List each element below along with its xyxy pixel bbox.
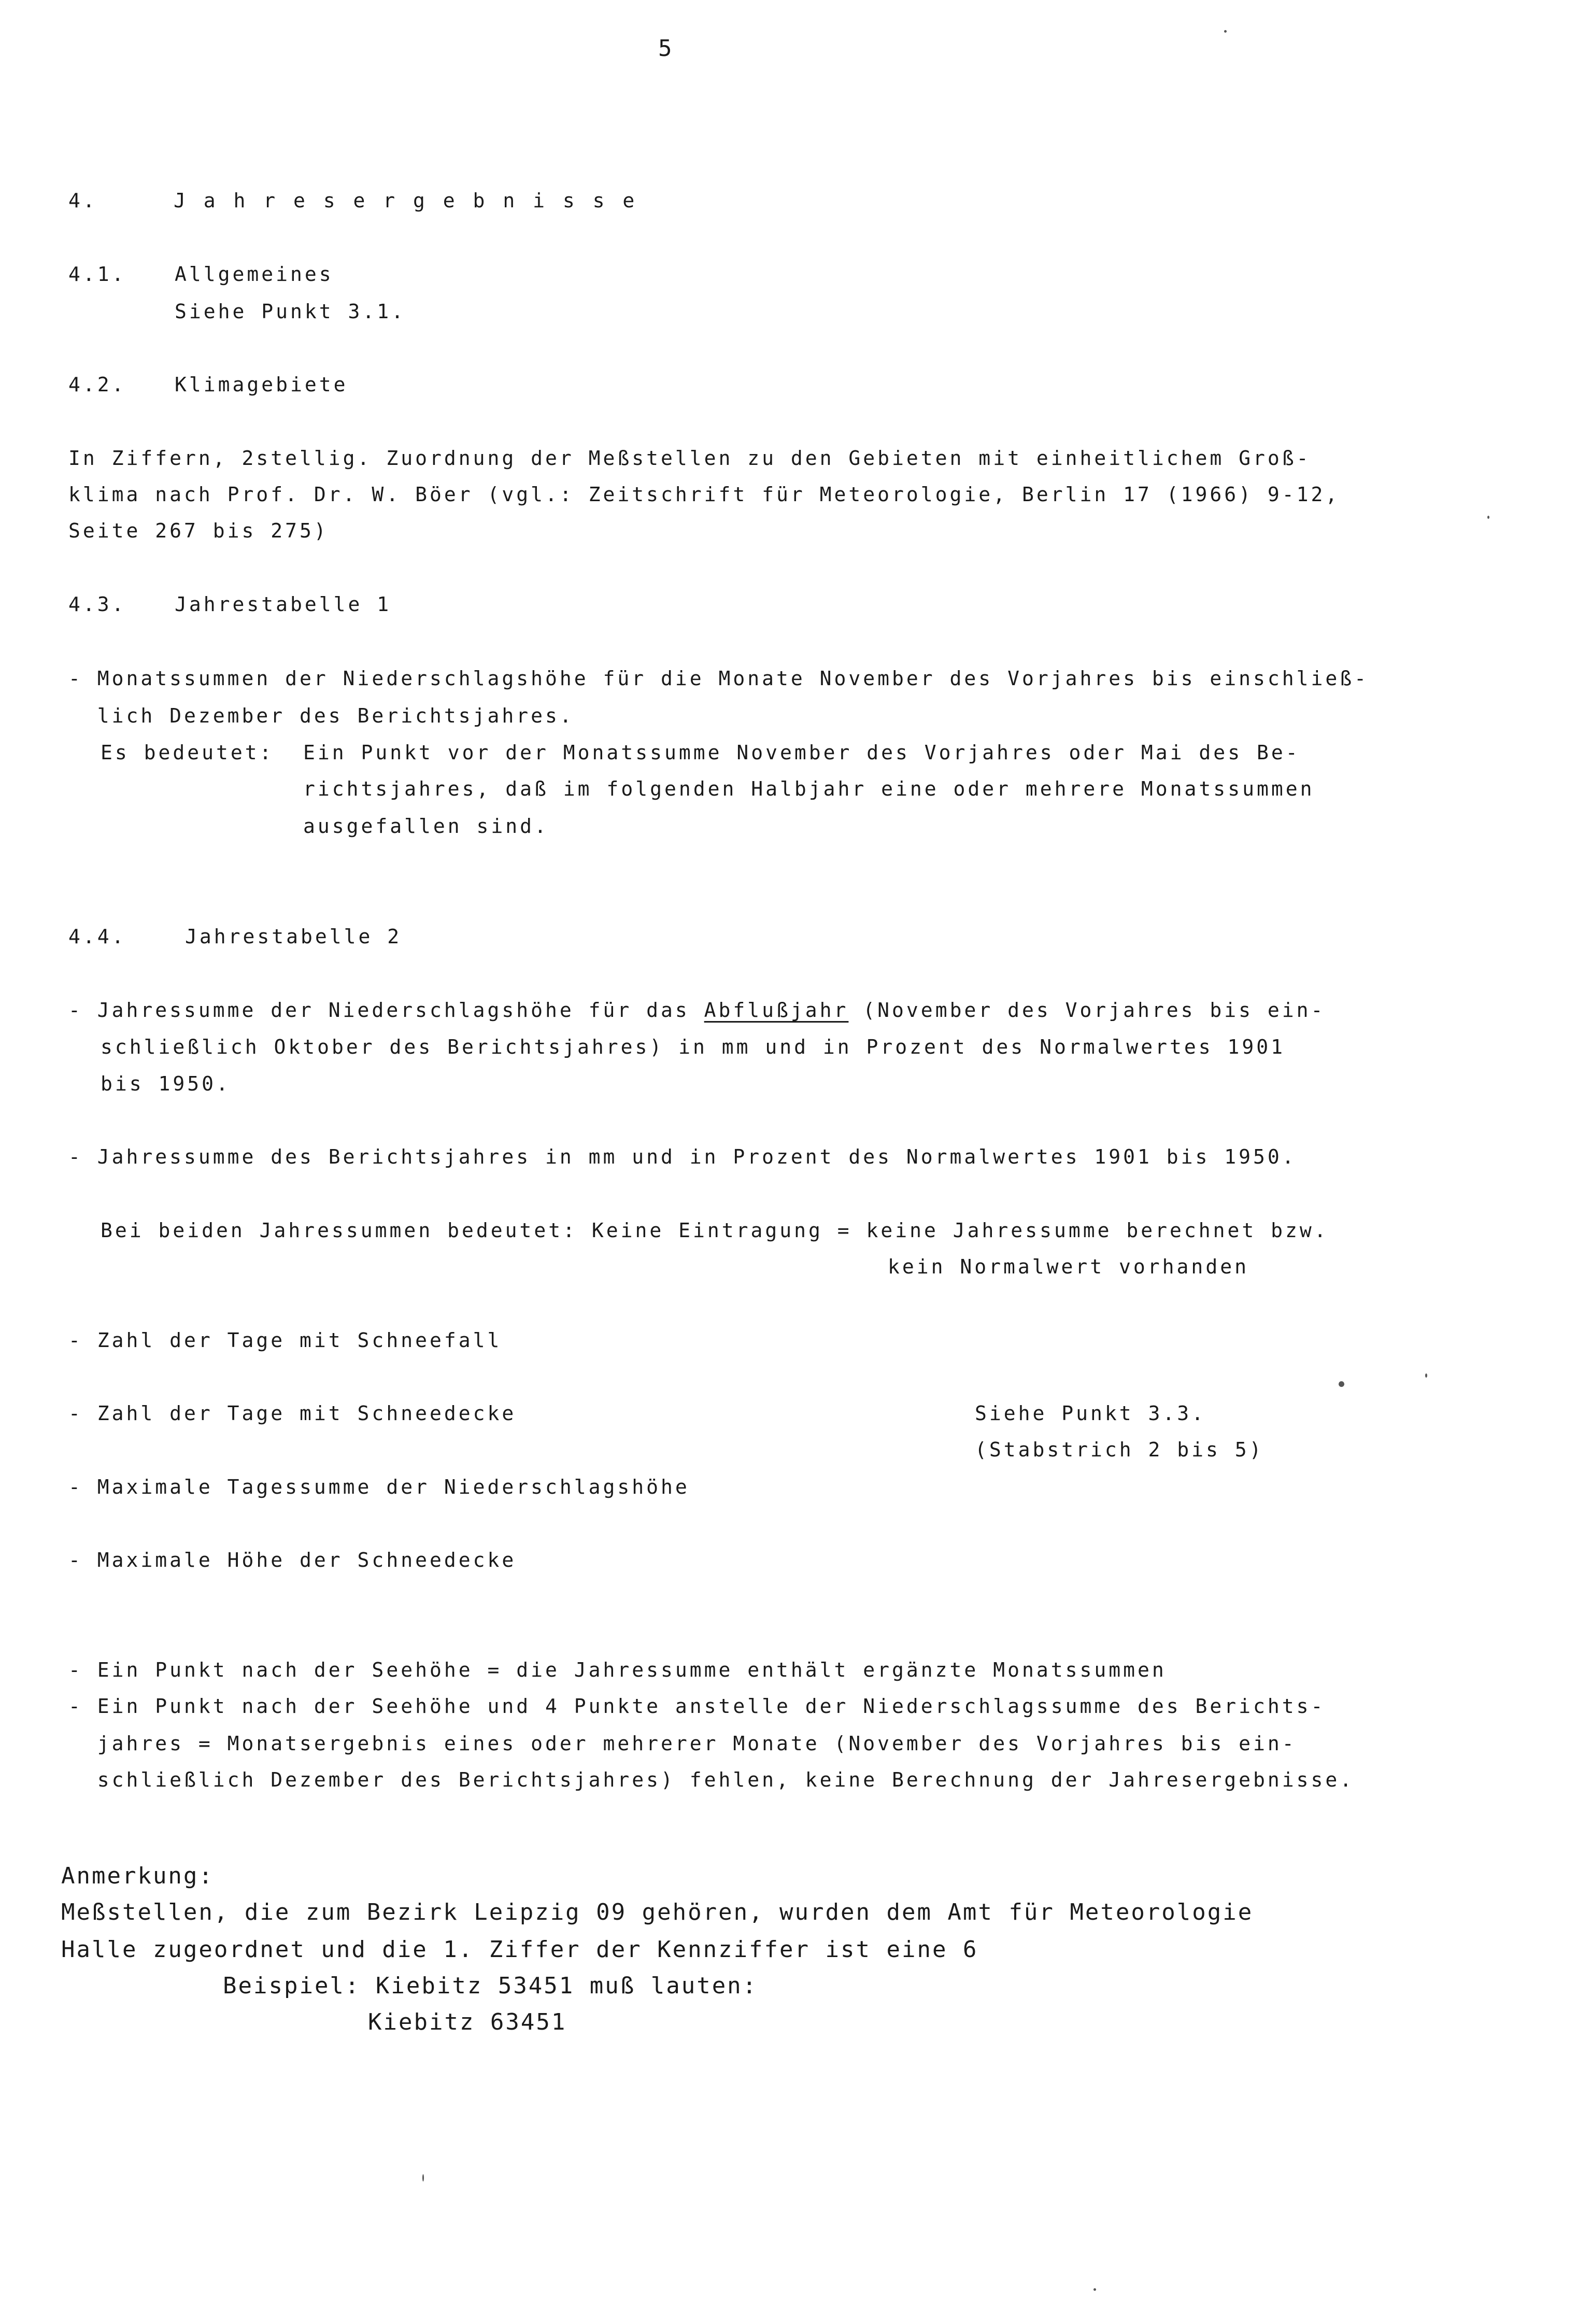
es-bedeutet-line: richtsjahres, daß im folgenden Halbjahr eine oder mehrere Monatssummen — [303, 777, 1315, 800]
section-4-1-line: Siehe Punkt 3.1. — [175, 300, 406, 323]
section-4-4-text-line: schließlich Oktober des Berichtsjahres) in mm und in Prozent des Normalwertes 1901 — [101, 1036, 1285, 1058]
jahressumme-berichtsjahr-line: - Jahressumme des Berichtsjahres in mm und in Prozent des Normalwertes 1901 bis 1950. — [68, 1145, 1297, 1168]
heading-title: J a h r e s e r g e b n i s s e — [174, 189, 638, 212]
es-bedeutet-line: ausgefallen sind. — [303, 815, 549, 838]
schneefall-item: - Zahl der Tage mit Schneefall — [68, 1329, 502, 1352]
max-tagessumme-item: - Maximale Tagessumme der Niederschlagshöhe — [68, 1476, 690, 1498]
section-4-3-text-line: lich Dezember des Berichtsjahres. — [68, 704, 574, 727]
note-line: Meßstellen, die zum Bezirk Leipzig 09 gehören, wurden dem Amt für Meteorologie — [61, 1899, 1254, 1925]
section-4-1-title: Allgemeines — [175, 263, 334, 286]
reference-note: (Stabstrich 2 bis 5) — [975, 1438, 1264, 1461]
section-4-2-title: Klimagebiete — [175, 373, 348, 396]
jahressummen-note-line: kein Normalwert vorhanden — [888, 1255, 1249, 1278]
seehoehe-note-line: - Ein Punkt nach der Seehöhe und 4 Punkte anstelle der Niederschlagssumme des Berichts- — [68, 1695, 1326, 1718]
section-4-4-title: Jahrestabelle 2 — [185, 925, 402, 948]
scan-speck — [422, 2174, 424, 2181]
abflussjahr-term: Abflußjahr — [704, 999, 849, 1022]
page-number: 5 — [658, 35, 674, 62]
heading-number: 4. — [68, 189, 97, 212]
schneedecke-item: - Zahl der Tage mit Schneedecke — [68, 1402, 517, 1425]
note-line: Halle zugeordnet und die 1. Ziffer der Kennziffer ist eine 6 — [61, 1936, 978, 1963]
section-4-4-number: 4.4. — [68, 925, 126, 948]
max-schneedecke-item: - Maximale Höhe der Schneedecke — [68, 1549, 517, 1571]
seehoehe-note-line: jahres = Monatsergebnis eines oder mehrerer Monate (November des Vorjahres bis ein- — [68, 1732, 1297, 1755]
section-4-4-text-line: bis 1950. — [101, 1072, 231, 1095]
seehoehe-note-line: - Ein Punkt nach der Seehöhe = die Jahressumme enthält ergänzte Monatssummen — [68, 1659, 1167, 1681]
seehoehe-note-line: schließlich Dezember des Berichtsjahres) fehlen, keine Berechnung der Jahresergebnisse. — [68, 1768, 1355, 1791]
es-bedeutet-line: Ein Punkt vor der Monatssumme November des Vorjahres oder Mai des Be- — [303, 741, 1300, 764]
section-4-1-number: 4.1. — [68, 263, 126, 286]
scan-speck — [1224, 30, 1227, 33]
scan-speck — [1487, 516, 1489, 519]
section-4-3-number: 4.3. — [68, 593, 126, 616]
note-example-line: Beispiel: Kiebitz 53451 muß lauten: — [223, 1973, 758, 1999]
scan-speck — [1339, 1381, 1344, 1387]
note-example-line: Kiebitz 63451 — [368, 2009, 567, 2035]
jahressummen-note-line: Bei beiden Jahressummen bedeutet: Keine Eintragung = keine Jahressumme berechnet bzw. — [101, 1219, 1329, 1242]
reference-note: Siehe Punkt 3.3. — [975, 1402, 1206, 1425]
scan-speck — [1093, 2288, 1096, 2291]
section-4-2-text-line: Seite 267 bis 275) — [68, 519, 329, 542]
es-bedeutet-label: Es bedeutet: — [101, 741, 274, 764]
jahressumme-abflussjahr-line: - Jahressumme der Niederschlagshöhe für das Abflußjahr (November des Vorjahres bis ein- — [68, 999, 1326, 1022]
scan-speck — [1425, 1373, 1427, 1378]
section-4-2-number: 4.2. — [68, 373, 126, 396]
note-label: Anmerkung: — [61, 1863, 214, 1889]
section-4-2-text-line: In Ziffern, 2stellig. Zuordnung der Meßstellen zu den Gebieten mit einheitlichem Groß- — [68, 447, 1311, 470]
section-4-3-title: Jahrestabelle 1 — [175, 593, 392, 616]
section-4-3-text-line: - Monatssummen der Niederschlagshöhe für die Monate November des Vorjahres bis einschließ- — [68, 667, 1369, 690]
section-4-2-text-line: klima nach Prof. Dr. W. Böer (vgl.: Zeitschrift für Meteorologie, Berlin 17 (1966) 9-12, — [68, 483, 1340, 506]
